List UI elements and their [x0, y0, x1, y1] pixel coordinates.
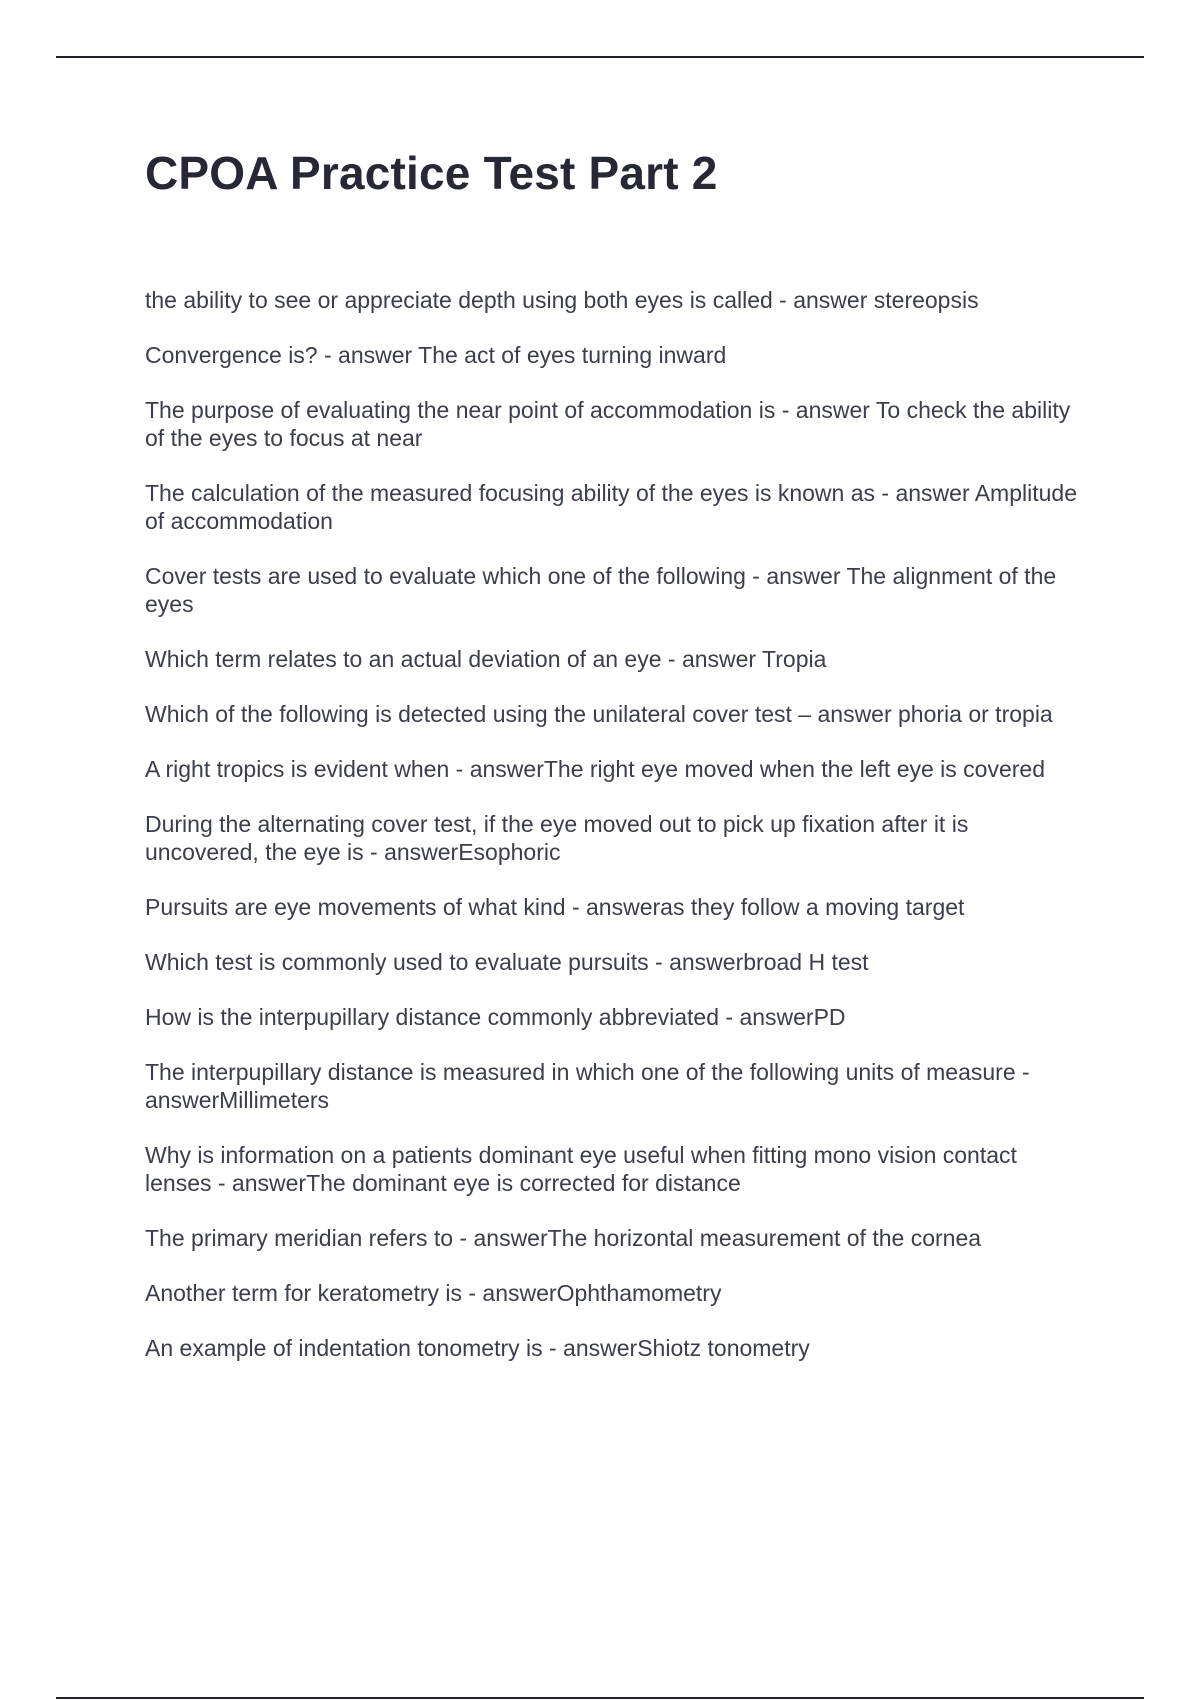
- qa-item: Another term for keratometry is - answerOphthamometry: [145, 1280, 722, 1306]
- qa-item: Which term relates to an actual deviation of an eye - answer Tropia: [145, 646, 827, 672]
- qa-item: Which of the following is detected using the unilateral cover test – answer phoria or tropia: [145, 701, 1053, 727]
- qa-item: The interpupillary distance is measured in which one of the following units of measure - answerMillimeters: [145, 1059, 1030, 1113]
- page-title: CPOA Practice Test Part 2: [145, 147, 718, 199]
- qa-item: the ability to see or appreciate depth using both eyes is called - answer stereopsis: [145, 287, 979, 313]
- bottom-divider: [56, 1697, 1144, 1699]
- top-divider: [56, 56, 1144, 58]
- qa-item: A right tropics is evident when - answerThe right eye moved when the left eye is covered: [145, 756, 1046, 782]
- qa-item: An example of indentation tonometry is - answerShiotz tonometry: [145, 1335, 810, 1361]
- qa-item: Pursuits are eye movements of what kind - answeras they follow a moving target: [145, 894, 965, 920]
- qa-list: [145, 286, 1085, 1362]
- page-content: [145, 138, 1085, 1389]
- qa-item: During the alternating cover test, if the eye moved out to pick up fixation after it is uncovered, the eye is - answerEsophoric: [145, 811, 969, 865]
- qa-item: Cover tests are used to evaluate which one of the following - answer The alignment of the eyes: [145, 563, 1057, 617]
- qa-item: The calculation of the measured focusing ability of the eyes is known as - answer Amplitude of accommodation: [145, 480, 1077, 534]
- qa-item: The primary meridian refers to - answerThe horizontal measurement of the cornea: [145, 1225, 982, 1251]
- qa-item: The purpose of evaluating the near point of accommodation is - answer To check the ability of the eyes to focus at near: [145, 397, 1071, 451]
- qa-item: Why is information on a patients dominant eye useful when fitting mono vision contact lenses - answerThe dominant eye is corrected for distance: [145, 1142, 1017, 1196]
- qa-item: Which test is commonly used to evaluate pursuits - answerbroad H test: [145, 949, 869, 975]
- qa-item: Convergence is? - answer The act of eyes turning inward: [145, 342, 727, 368]
- qa-item: How is the interpupillary distance commonly abbreviated - answerPD: [145, 1004, 846, 1030]
